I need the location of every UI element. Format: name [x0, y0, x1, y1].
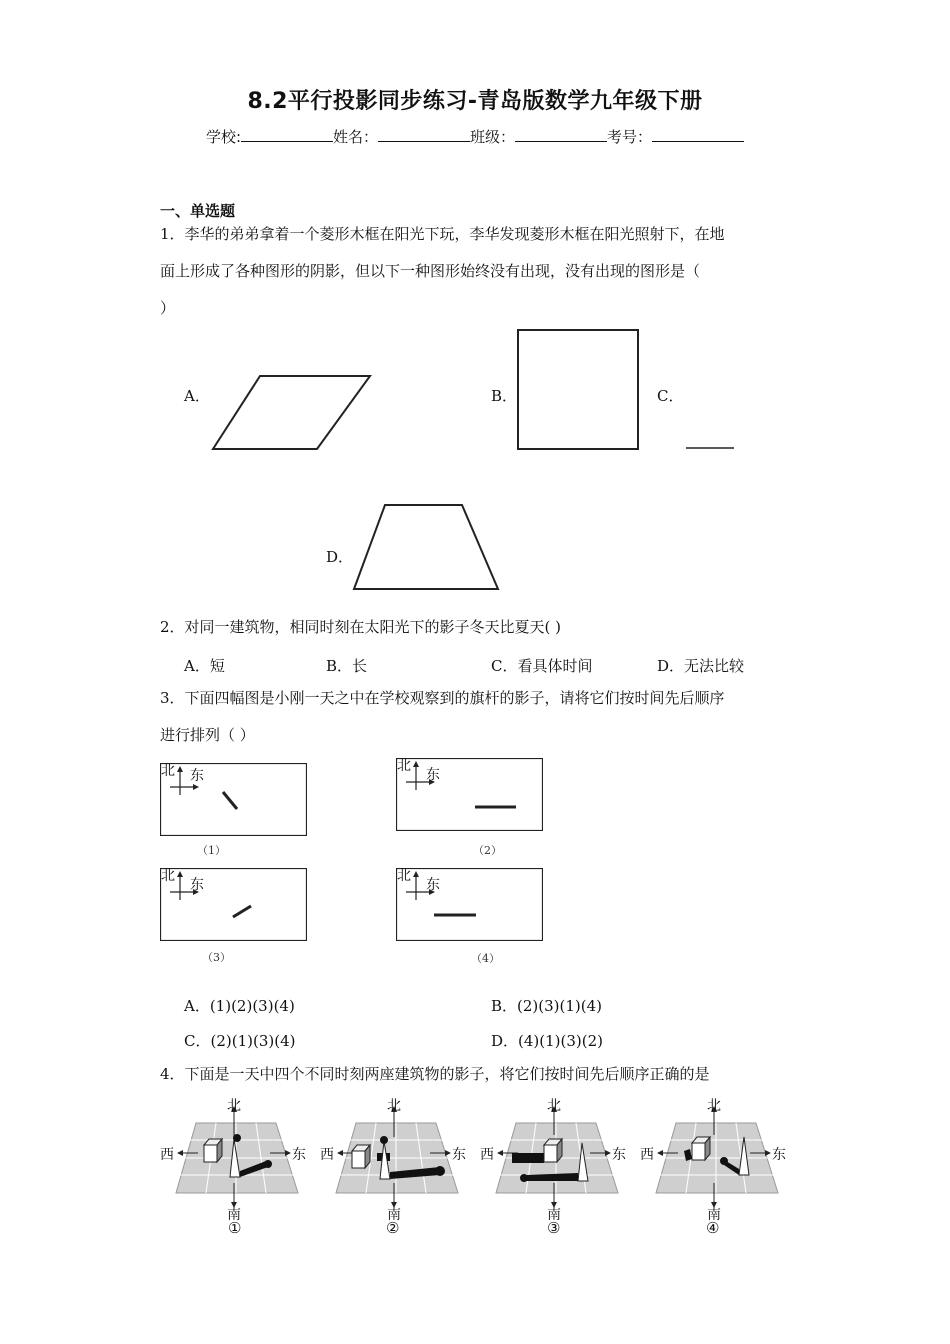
- north-label: 北: [227, 1098, 241, 1114]
- north-label: 北: [387, 1098, 401, 1114]
- number-label: 考号：: [607, 128, 653, 146]
- trapezoid-shape: [354, 505, 498, 589]
- class-blank[interactable]: [515, 127, 607, 142]
- flagpole-shadow: [223, 792, 237, 809]
- block-shadow: [512, 1153, 544, 1163]
- q2-stem: 2．对同一建筑物，相同时刻在太阳光下的影子冬天比夏天( ): [160, 618, 562, 636]
- q4-caption-4: ④: [706, 1219, 720, 1237]
- q2-option-c[interactable]: C．看具体时间: [491, 657, 593, 675]
- q1-figure-segment: [684, 442, 738, 452]
- name-blank[interactable]: [378, 127, 470, 142]
- q4-caption-3: ③: [547, 1219, 561, 1237]
- panel-frame: [397, 759, 543, 831]
- east-label: 东: [426, 767, 440, 783]
- parallelogram-shape: [213, 376, 370, 449]
- q4-scene-2: [318, 1095, 468, 1240]
- q3-option-b[interactable]: B．(2)(3)(1)(4): [491, 997, 603, 1015]
- north-label: 北: [547, 1098, 561, 1114]
- q3-panel-3-drawing: [160, 868, 307, 941]
- q4-caption-1: ①: [228, 1219, 242, 1237]
- building-block: [692, 1143, 705, 1160]
- q4-stem: 4．下面是一天中四个不同时刻两座建筑物的影子，将它们按时间先后顺序正确的是: [160, 1065, 710, 1083]
- west-label: 西: [160, 1147, 174, 1163]
- east-label: 东: [426, 877, 440, 893]
- south-label: 南: [707, 1207, 721, 1223]
- west-label: 西: [320, 1147, 334, 1163]
- square-shape: [518, 330, 638, 449]
- q1-line1: 1．李华的弟弟拿着一个菱形木框在阳光下玩，李华发现菱形木框在阳光照射下，在地: [160, 225, 725, 243]
- q2-option-d[interactable]: D．无法比较: [657, 657, 745, 675]
- q1-figure-parallelogram: [205, 370, 375, 455]
- q3-panel-1-drawing: [160, 763, 307, 836]
- q3-panel-1: [160, 763, 307, 836]
- north-arrow-head: [177, 766, 183, 772]
- building-block: [352, 1151, 365, 1168]
- north-arrow-head: [413, 871, 419, 877]
- q1-line3: ）: [160, 299, 176, 317]
- north-label: 北: [161, 763, 175, 779]
- east-label: 东: [292, 1147, 306, 1163]
- q1-option-c-label[interactable]: C．: [657, 387, 684, 405]
- school-label: 学校:: [205, 128, 241, 146]
- north-arrow-head: [177, 871, 183, 877]
- flagpole-shadow: [233, 906, 251, 917]
- name-label: 姓名：: [333, 128, 379, 146]
- class-label: 班级：: [470, 128, 516, 146]
- building-block: [544, 1145, 557, 1162]
- east-label: 东: [190, 877, 204, 893]
- south-label: 南: [387, 1207, 401, 1223]
- q3-caption-4: （4）: [471, 952, 500, 965]
- q3-caption-3: （3）: [202, 951, 231, 964]
- page-title: 8.2平行投影同步练习-青岛版数学九年级下册: [247, 89, 703, 114]
- q3-panel-4-drawing: [396, 868, 543, 941]
- q1-option-b-label[interactable]: B．: [491, 387, 518, 405]
- q1-figure-trapezoid: [348, 500, 504, 595]
- east-label: 东: [772, 1147, 786, 1163]
- q3-panel-2-drawing: [396, 758, 543, 831]
- q3-panel-2: [396, 758, 543, 831]
- tower-top: [233, 1134, 241, 1142]
- west-label: 西: [480, 1147, 494, 1163]
- q4-scene-1: [158, 1095, 308, 1240]
- q2-option-a[interactable]: A．短: [184, 657, 225, 675]
- q1-option-d-label[interactable]: D．: [326, 548, 354, 566]
- panel-frame: [161, 764, 307, 836]
- q3-panel-4: [396, 868, 543, 941]
- number-blank[interactable]: [652, 127, 744, 142]
- q1-figure-square: [514, 326, 644, 454]
- south-label: 南: [547, 1207, 561, 1223]
- q3-line1: 3．下面四幅图是小刚一天之中在学校观察到的旗杆的影子，请将它们按时间先后顺序: [160, 689, 725, 707]
- q3-caption-1: （1）: [197, 844, 226, 857]
- q1-option-a-label[interactable]: A．: [184, 387, 210, 405]
- panel-frame: [161, 869, 307, 941]
- north-arrow-head: [413, 761, 419, 767]
- north-label: 北: [707, 1098, 721, 1114]
- building-block: [204, 1145, 217, 1162]
- q1-line2: 面上形成了各种图形的阴影，但以下一种图形始终没有出现，没有出现的图形是（: [160, 262, 701, 280]
- west-label: 西: [640, 1147, 654, 1163]
- north-label: 北: [161, 868, 175, 884]
- east-label: 东: [190, 768, 204, 784]
- north-label: 北: [397, 868, 411, 884]
- q3-panel-3: [160, 868, 307, 941]
- section-title: 一、单选题: [160, 202, 236, 220]
- q4-scene-3: [478, 1095, 628, 1240]
- q3-option-d[interactable]: D．(4)(1)(3)(2): [491, 1032, 604, 1050]
- q3-option-c[interactable]: C．(2)(1)(3)(4): [184, 1032, 296, 1050]
- student-info-line: [0, 126, 950, 147]
- panel-frame: [397, 869, 543, 941]
- north-label: 北: [397, 758, 411, 774]
- east-label: 东: [452, 1147, 466, 1163]
- q2-option-b[interactable]: B．长: [326, 657, 368, 675]
- q4-scene-4: [638, 1095, 788, 1240]
- q3-option-a[interactable]: A．(1)(2)(3)(4): [184, 997, 295, 1015]
- south-label: 南: [227, 1207, 241, 1223]
- q4-caption-2: ②: [386, 1219, 400, 1237]
- q3-caption-2: （2）: [473, 844, 502, 857]
- q3-line2: 进行排列（ ）: [160, 726, 255, 744]
- east-label: 东: [612, 1147, 626, 1163]
- school-blank[interactable]: [241, 127, 333, 142]
